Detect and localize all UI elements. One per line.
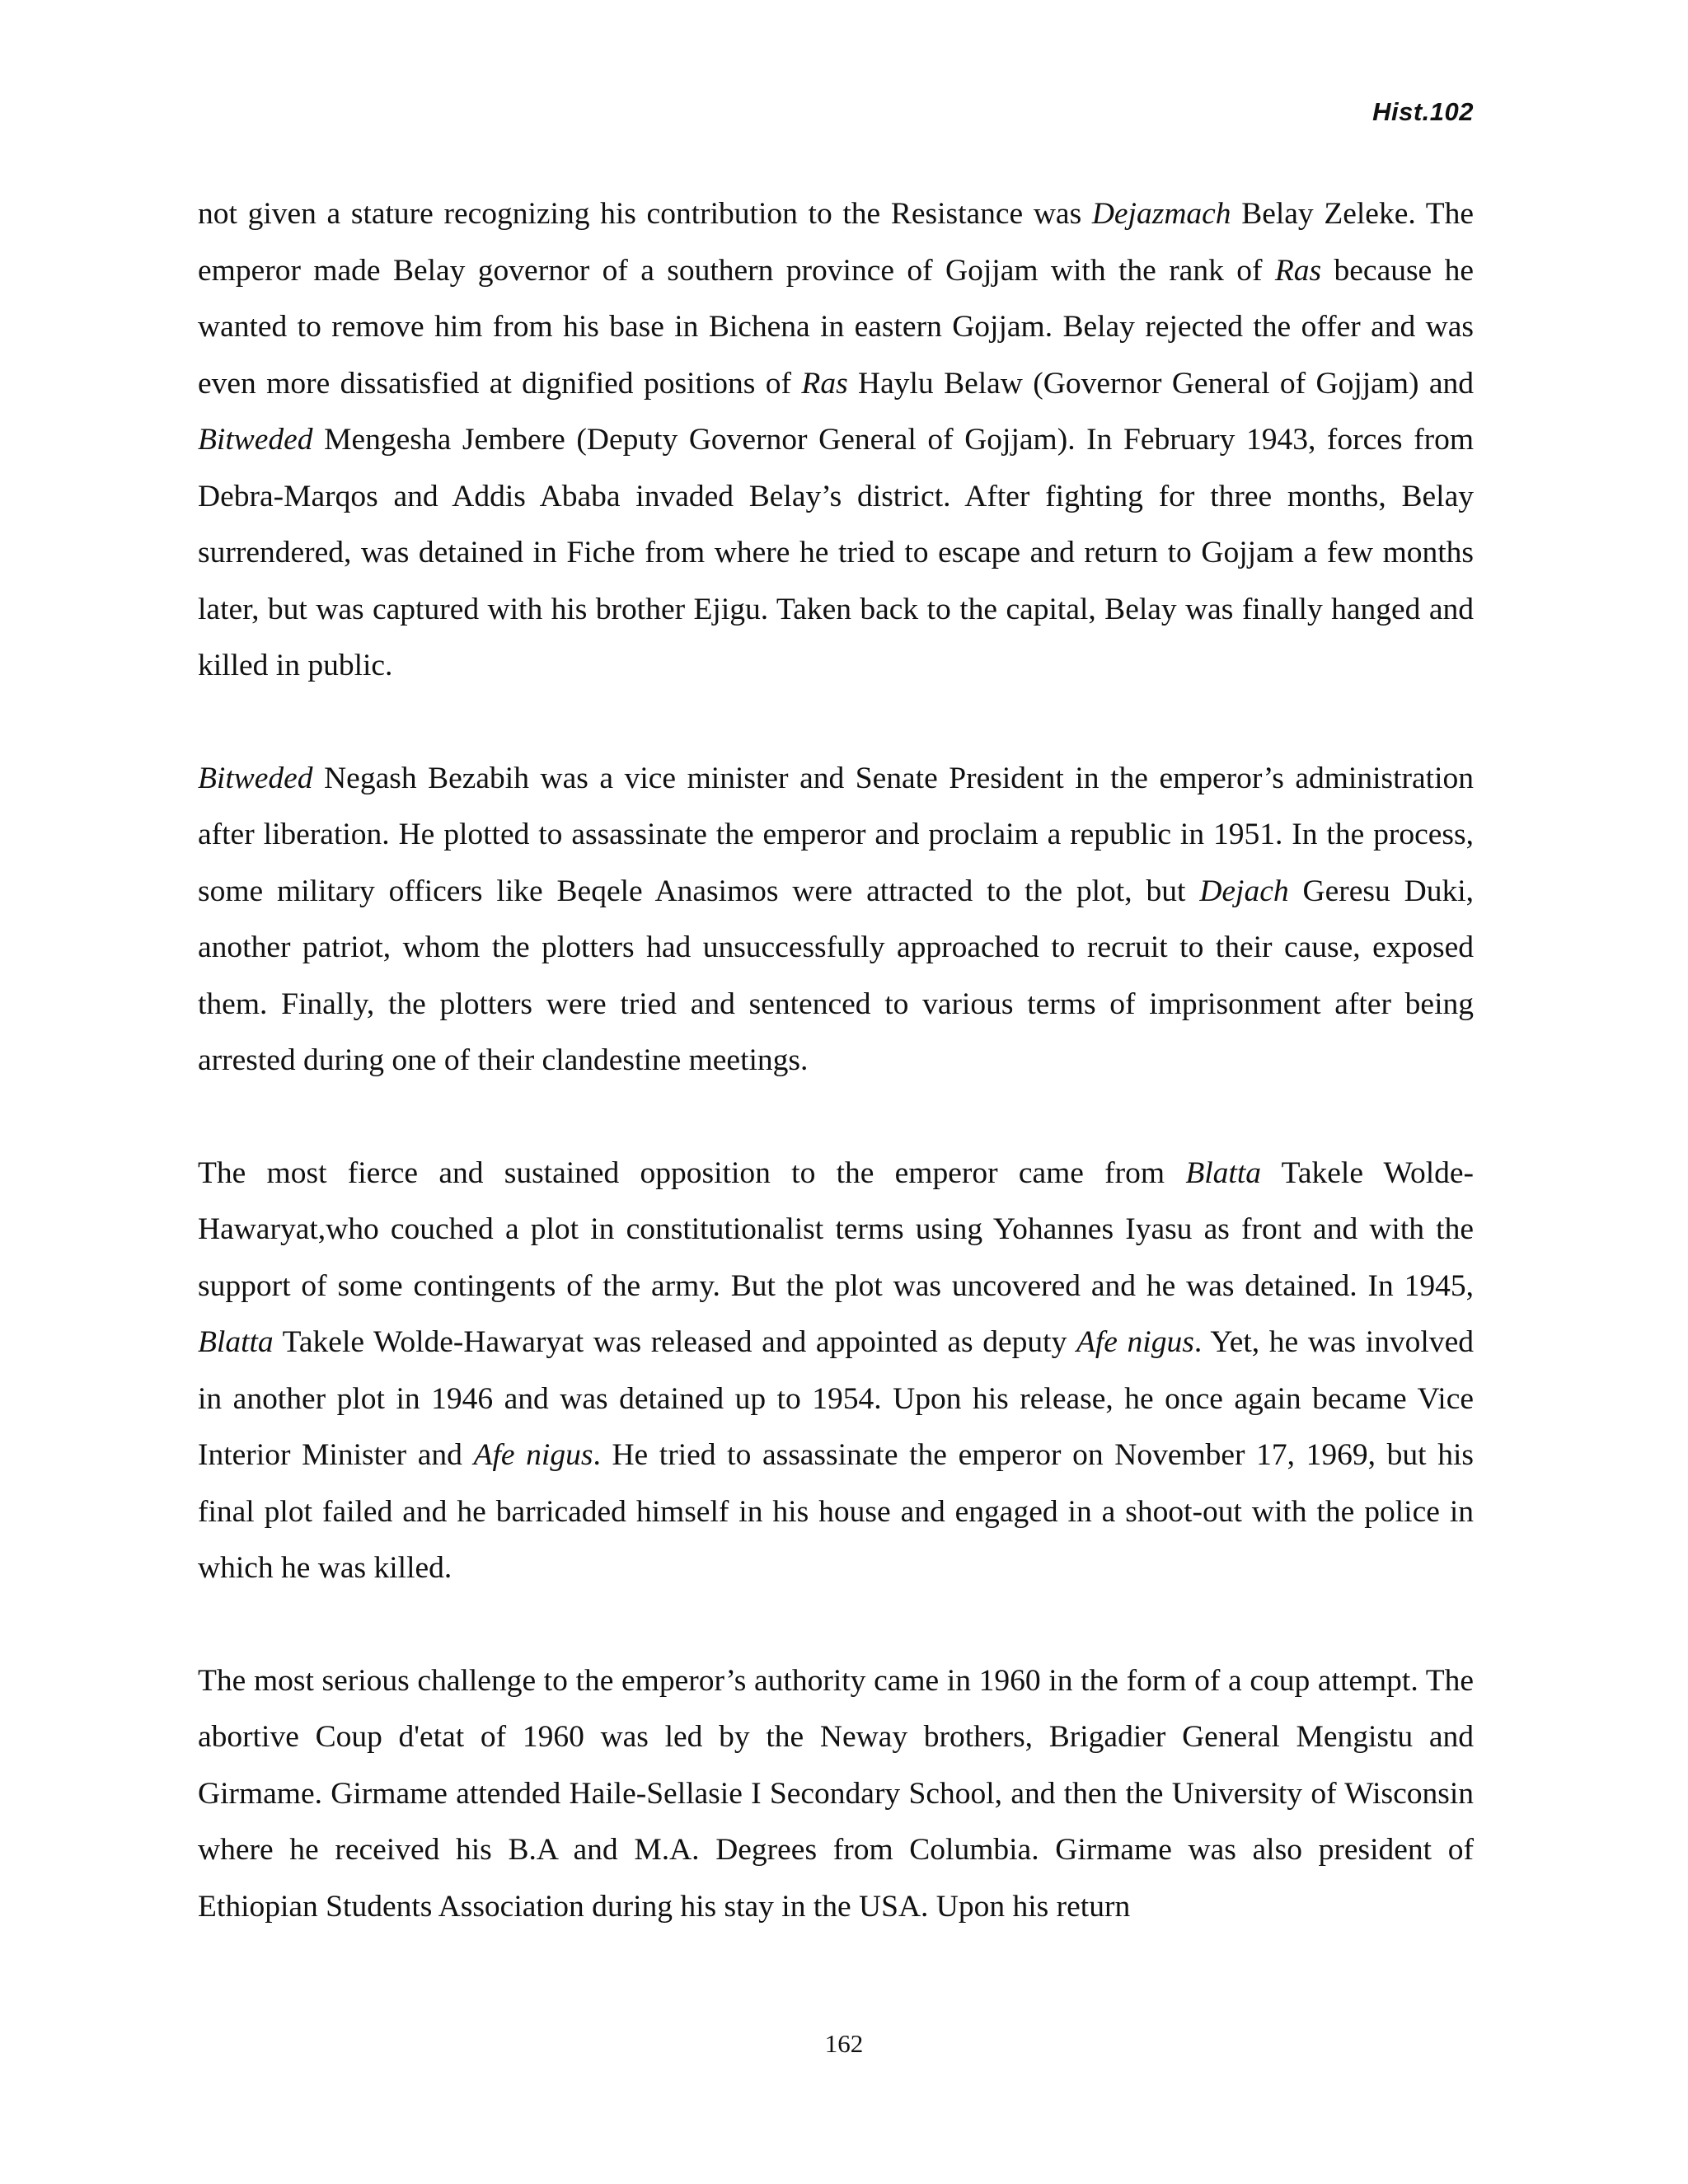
paragraph-takele-wolde-hawaryat — [198, 1146, 1474, 1597]
text-run: Negash Bezabih was a vice minister and Senate President in the emperor’s administration after liberation. He plotted to assassinate the emperor and proclaim a republic in 1951. In the process, some military officers like Beqele Anasimos were attracted to the plot, but — [198, 761, 1474, 908]
course-code-header: Hist.102 — [1372, 97, 1474, 126]
italic-term: Bitweded — [198, 761, 313, 795]
text-run: Geresu Duki, another patriot, whom the plotters had unsuccessfully approached to recruit to their cause, exposed them. Finally, the plotters were tried and sentenced to various terms of imprisonment after being arrested during one of their clandestine meetings. — [198, 874, 1474, 1077]
paragraph-belay-zeleke — [198, 186, 1474, 695]
italic-term: Afe nigus — [473, 1438, 593, 1472]
text-run: . He tried to assassinate the emperor on November 17, 1969, but his final plot failed and he barricaded himself in his house and engaged in a shoot-out with the police in which he was killed. — [198, 1438, 1474, 1585]
text-run: . Yet, he was involved in another plot in 1946 and was detained up to 1954. Upon his release, he once again became Vice Interior Minister and — [198, 1325, 1474, 1472]
italic-term: Afe nigus — [1076, 1325, 1194, 1359]
page-number: 162 — [824, 2029, 864, 2058]
italic-term: Blatta — [198, 1325, 274, 1359]
text-run: Takele Wolde-Hawaryat,who couched a plot in constitutionalist terms using Yohannes Iyasu as front and with the support of some contingents of the army. But the plot was uncovered and he was detained. In 1945, — [198, 1155, 1475, 1303]
body-text — [198, 186, 1474, 1935]
text-run: The most serious challenge to the emperor’s authority came in 1960 in the form of a coup attempt. The abortive Coup d'etat of 1960 was led by the Neway brothers, Brigadier General Mengistu and Girmame. Girmame attended Haile-Sellasie I Secondary School, and then the University of Wisconsin where he received his B.A and M.A. Degrees from Columbia. Girmame was also president of Ethiopian Students Association during his stay in the USA. Upon his return — [198, 1663, 1474, 1924]
text-run: Belay Zeleke. The emperor made Belay governor of a southern province of Gojjam with the rank of — [198, 197, 1474, 288]
text-run: because he wanted to remove him from his base in Bichena in eastern Gojjam. Belay rejected the offer and was even more dissatisfied at dignified positions of — [198, 253, 1474, 401]
text-run: The most fierce and sustained opposition to the emperor came from — [198, 1155, 1186, 1190]
italic-term: Dejazmach — [1091, 197, 1231, 231]
paragraph-negash-bezabih — [198, 751, 1474, 1090]
text-run: Mengesha Jembere (Deputy Governor General of Gojjam). In February 1943, forces from Debra-Marqos and Addis Ababa invaded Belay’s district. After fighting for three months, Belay surrendered, was detained in Fiche from where he tried to escape and return to Gojjam a few months later, but was captured with his brother Ejigu. Taken back to the capital, Belay was finally hanged and killed in public. — [198, 423, 1474, 682]
italic-term: Ras — [801, 366, 848, 401]
italic-term: Ras — [1274, 253, 1322, 288]
paragraph-coup-1960 — [198, 1653, 1474, 1936]
text-run: Haylu Belaw (Governor General of Gojjam) and — [847, 366, 1475, 401]
italic-term: Dejach — [1199, 874, 1289, 908]
italic-term: Blatta — [1185, 1155, 1262, 1190]
text-run: not given a stature recognizing his contribution to the Resistance was — [198, 197, 1092, 231]
italic-term: Bitweded — [198, 423, 313, 457]
text-run: Takele Wolde-Hawaryat was released and appointed as deputy — [273, 1325, 1076, 1359]
